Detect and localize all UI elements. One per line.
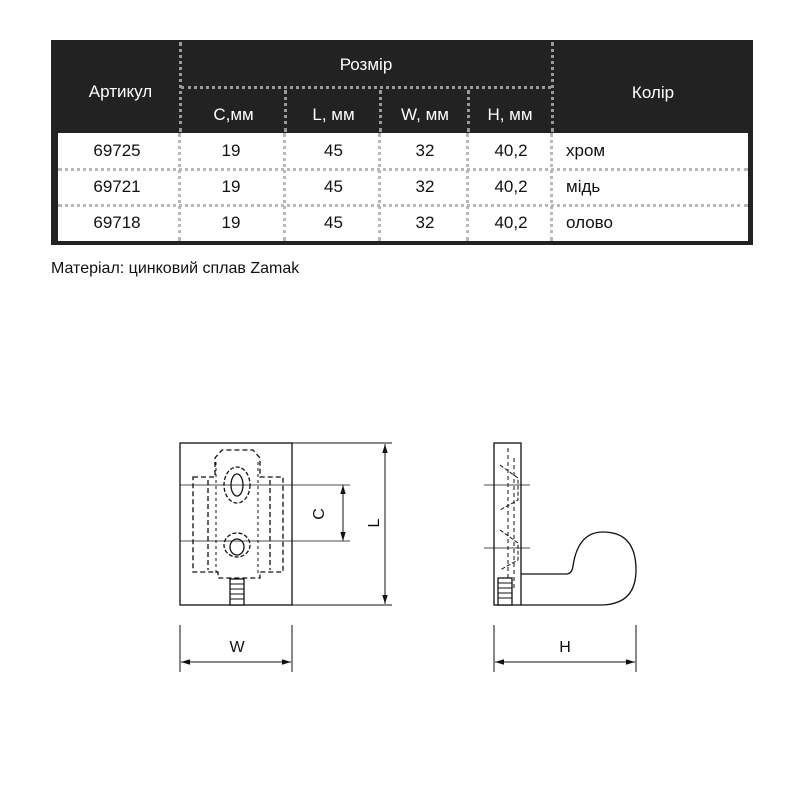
cell-c: 19 bbox=[221, 141, 241, 160]
cell-l: 45 bbox=[324, 177, 343, 196]
label-w: W bbox=[229, 639, 245, 656]
cell-article: 69721 bbox=[93, 177, 141, 196]
screw bbox=[230, 579, 244, 605]
cell-w: 32 bbox=[415, 213, 435, 232]
cell-c: 19 bbox=[221, 177, 241, 196]
header-col-c: С,мм bbox=[213, 105, 254, 124]
header-size-group: Розмір bbox=[339, 55, 393, 74]
header-col-h: H, мм bbox=[487, 105, 533, 124]
hook-arm bbox=[521, 532, 636, 605]
header-col-w: W, мм bbox=[401, 105, 449, 124]
cell-w: 32 bbox=[415, 177, 435, 196]
cell-color: олово bbox=[566, 213, 613, 232]
label-l: L bbox=[366, 518, 383, 528]
side-hole-top bbox=[500, 465, 518, 510]
bottom-hole bbox=[224, 533, 250, 557]
label-c: C bbox=[311, 508, 328, 520]
cell-l: 45 bbox=[324, 213, 343, 232]
cell-h: 40,2 bbox=[494, 177, 528, 196]
material-note: Матеріал: цинковий сплав Zamak bbox=[51, 260, 300, 277]
header-color: Колір bbox=[631, 83, 675, 102]
bottom-hole-inner bbox=[230, 539, 244, 555]
side-screw bbox=[498, 578, 512, 605]
side-hole-bottom bbox=[500, 530, 518, 570]
side-view bbox=[484, 443, 636, 605]
cell-c: 19 bbox=[221, 213, 241, 232]
front-view bbox=[180, 443, 350, 605]
cell-color: мідь bbox=[566, 177, 601, 196]
label-h: H bbox=[559, 639, 571, 656]
cell-h: 40,2 bbox=[494, 213, 528, 232]
front-hidden-inner bbox=[216, 462, 258, 575]
cell-h: 40,2 bbox=[494, 141, 528, 160]
front-hidden-lines bbox=[208, 480, 270, 570]
header-col-l: L, мм bbox=[312, 105, 355, 124]
cell-article: 69725 bbox=[93, 141, 141, 160]
cell-article: 69718 bbox=[93, 213, 141, 232]
header-article: Артикул bbox=[88, 82, 153, 101]
cell-w: 32 bbox=[415, 141, 435, 160]
cell-color: хром bbox=[566, 141, 606, 160]
cell-l: 45 bbox=[324, 141, 343, 160]
